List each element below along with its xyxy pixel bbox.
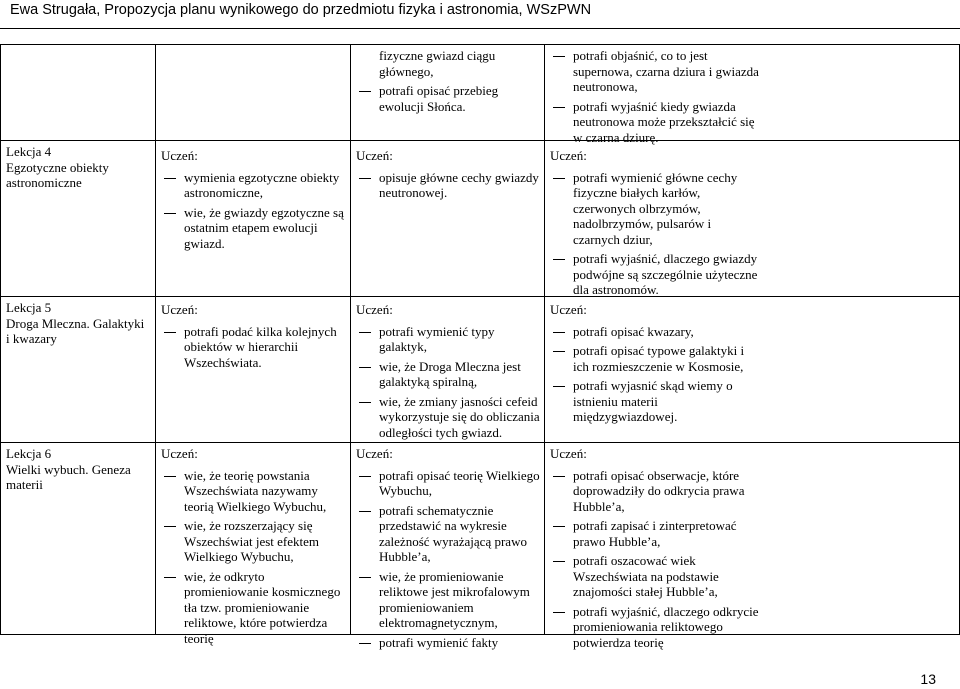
lesson-5-label: Lekcja 5 Droga Mleczna. Galaktyki i kwazary	[6, 300, 145, 346]
list-item: potrafi zapisać i zinterpretować prawo Hubble’a,	[550, 518, 760, 549]
list-item: wie, że odkryto promieniowanie kosmicznego tła tzw. promieniowanie reliktowe, które potwierdza teorię	[161, 569, 349, 647]
list-item: opisuje główne cechy gwiazdy neutronowej.	[356, 170, 542, 201]
list-item: potrafi wymienić główne cechy fizyczne białych karłów, czerwonych olbrzymów, nadolbrzymów, pulsarów i czarnych dziur,	[550, 170, 760, 248]
student-heading: Uczeń:	[161, 302, 198, 317]
list-item: potrafi oszacować wiek Wszechświata na podstawie znajomości stałej Hubble’a,	[550, 553, 760, 600]
lesson-title	[6, 446, 146, 493]
list-item: fizyczne gwiazd ciągu głównego,	[379, 48, 496, 79]
list-item: potrafi opisać teorię Wielkiego Wybuchu,	[356, 468, 542, 499]
list-item: wie, że rozszerzający się Wszechświat jest efektem Wielkiego Wybuchu,	[161, 518, 349, 565]
list-item: wie, że gwiazdy egzotyczne są ostatnim etapem ewolucji gwiazd.	[161, 205, 349, 252]
student-heading: Uczeń:	[161, 446, 198, 461]
list-item: wie, że zmiany jasności cefeid wykorzystuje się do obliczania odległości tych gwiazd.	[356, 394, 542, 441]
list-item: potrafi opisać przebieg ewolucji Słońca.	[356, 83, 542, 114]
cell-row2-col3	[356, 302, 542, 440]
column-divider	[155, 44, 156, 634]
cell-row3-col3	[356, 446, 542, 650]
student-heading: Uczeń:	[161, 148, 198, 163]
list-item: potrafi opisać obserwacje, które doprowadziły do odkrycia prawa Hubble’a,	[550, 468, 760, 515]
row-divider	[0, 44, 960, 45]
list-item: wie, że promieniowanie reliktowe jest mikrofalowym promieniowaniem elektromagnetycznym,	[356, 569, 542, 631]
list-item: potrafi podać kilka kolejnych obiektów w hierarchii Wszechświata.	[161, 324, 349, 371]
list-item: wie, że Droga Mleczna jest galaktyką spiralną,	[356, 359, 542, 390]
list-item: potrafi wyjasnić skąd wiemy o istnieniu materii międzygwiazdowej.	[550, 378, 760, 425]
student-heading: Uczeń:	[356, 446, 393, 461]
cell-row3-col2	[161, 446, 349, 646]
list-item: wymienia egzotyczne obiekty astronomiczne,	[161, 170, 349, 201]
row-divider	[0, 296, 960, 297]
header-rule	[0, 28, 960, 29]
list-item: wie, że teorię powstania Wszechświata nazywamy teorią Wielkiego Wybuchu,	[161, 468, 349, 515]
student-heading: Uczeń:	[550, 302, 587, 317]
list-item: potrafi wyjaśnić, dlaczego gwiazdy podwójne są szczególnie użyteczne dla astronomów.	[550, 251, 760, 298]
student-heading: Uczeń:	[550, 446, 587, 461]
cell-row1-col2	[161, 148, 349, 294]
page-number: 13	[920, 671, 936, 687]
document-header: Ewa Strugała, Propozycja planu wynikowego do przedmiotu fizyka i astronomia, WSzPWN	[10, 2, 592, 18]
row-divider	[0, 140, 960, 141]
student-heading: Uczeń:	[550, 148, 587, 163]
cell-row2-col2	[161, 302, 349, 440]
list-item: potrafi objaśnić, co to jest supernowa, czarna dziura i gwiazda neutronowa,	[550, 48, 760, 95]
list-item: potrafi opisać kwazary,	[550, 324, 760, 340]
list-item: potrafi wyjaśnić, dlaczego odkrycie promieniowania reliktowego potwierdza teorię	[550, 604, 760, 651]
student-heading: Uczeń:	[356, 302, 393, 317]
cell-top-col4	[550, 48, 760, 145]
cell-row3-col4	[550, 446, 760, 650]
column-divider	[544, 44, 545, 634]
column-divider	[350, 44, 351, 634]
lesson-table	[0, 44, 960, 650]
list-item: potrafi wyjaśnić kiedy gwiazda neutronowa może przekształcić się w czarna dziurę.	[550, 99, 760, 146]
row-divider	[0, 442, 960, 443]
cell-row2-col4	[550, 302, 760, 440]
lesson-6-label: Lekcja 6 Wielki wybuch. Geneza materii	[6, 446, 131, 492]
list-item: potrafi wymienić typy galaktyk,	[356, 324, 542, 355]
list-item: potrafi wymienić fakty	[356, 635, 542, 651]
list-item: potrafi schematycznie przedstawić na wykresie zależność wyrażającą prawo Hubble’a,	[356, 503, 542, 565]
lesson-title	[6, 300, 146, 347]
cell-row1-col4	[550, 148, 760, 297]
list-item: potrafi opisać typowe galaktyki i ich rozmieszczenie w Kosmosie,	[550, 343, 760, 374]
table-border-left	[0, 44, 1, 634]
cell-top-col3	[356, 48, 542, 138]
lesson-title	[6, 144, 146, 191]
lesson-4-label: Lekcja 4 Egzotyczne obiekty astronomiczne	[6, 144, 109, 190]
student-heading: Uczeń:	[356, 148, 393, 163]
cell-row1-col3	[356, 148, 542, 294]
